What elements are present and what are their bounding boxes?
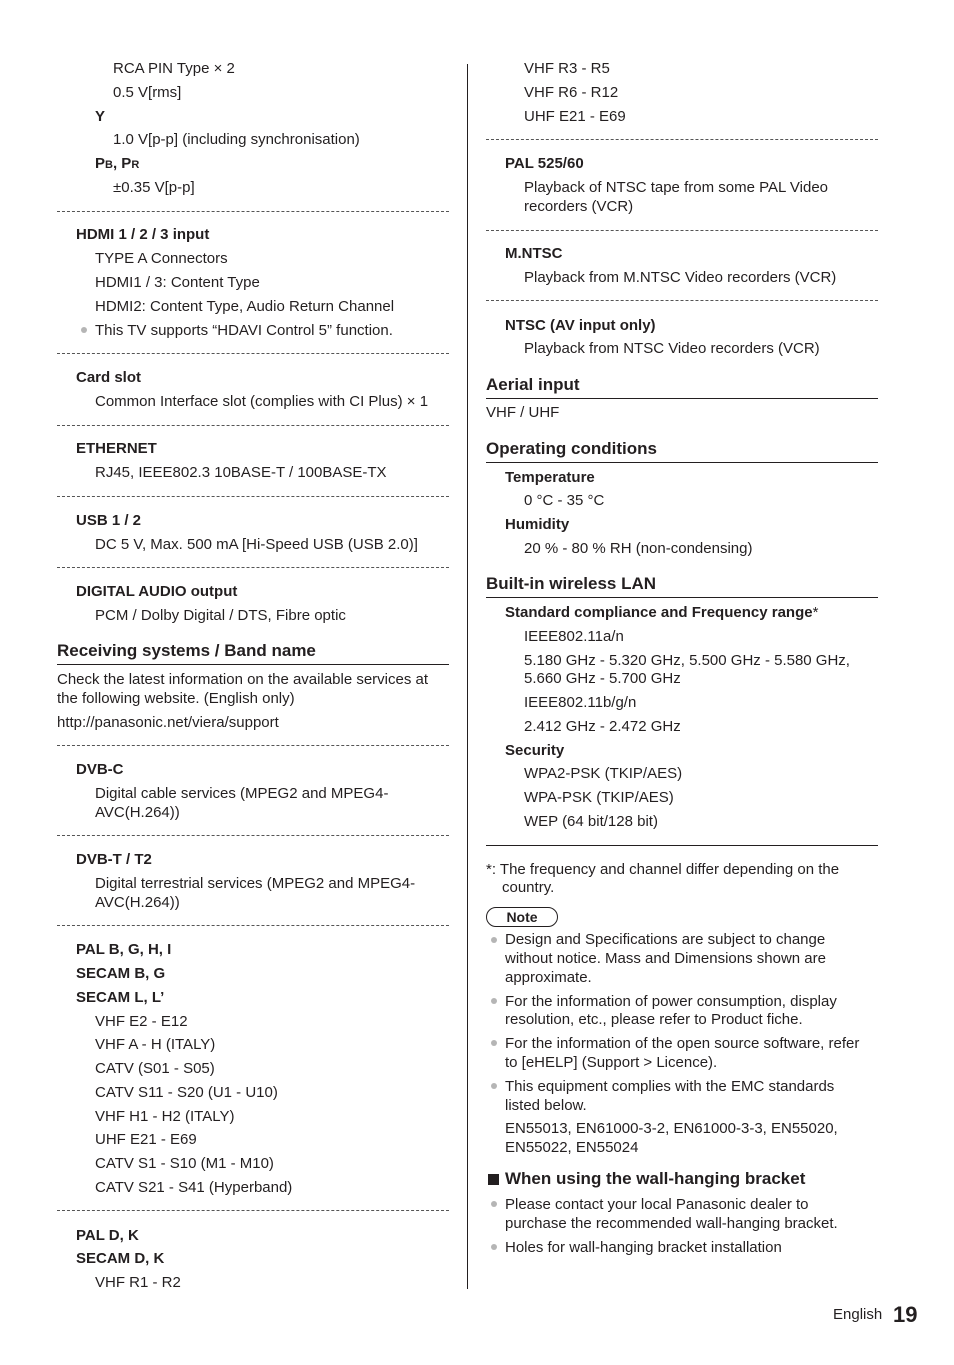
temperature-value: 0 °C - 35 °C bbox=[524, 492, 605, 509]
band-item: VHF R1 - R2 bbox=[95, 1274, 181, 1291]
mntsc-heading: M.NTSC bbox=[505, 245, 563, 262]
band-item: VHF R6 - R12 bbox=[524, 84, 619, 101]
footnote: *: The frequency and channel differ depending on the bbox=[486, 861, 840, 878]
wlan-line: 2.412 GHz - 2.472 GHz bbox=[524, 718, 681, 735]
note-text: listed below. bbox=[505, 1097, 587, 1114]
wall-text: Holes for wall-hanging bracket installation bbox=[505, 1239, 782, 1256]
divider bbox=[57, 925, 449, 926]
hdmi-line: TYPE A Connectors bbox=[95, 250, 228, 267]
band-item: UHF E21 - E69 bbox=[95, 1131, 197, 1148]
usb-heading: USB 1 / 2 bbox=[76, 512, 142, 529]
hdmi-line: HDMI2: Content Type, Audio Return Channel bbox=[95, 298, 395, 315]
note-text: EN55013, EN61000-3-2, EN61000-3-3, EN55020, bbox=[505, 1120, 838, 1137]
note-text: For the information of the open source software, refer bbox=[505, 1035, 860, 1052]
ntsc-heading: NTSC (AV input only) bbox=[505, 317, 656, 334]
temperature-heading: Temperature bbox=[505, 469, 595, 486]
hdmi-line: This TV supports “HDAVI Control 5” function. bbox=[95, 322, 393, 339]
hdmi-heading: HDMI 1 / 2 / 3 input bbox=[76, 226, 210, 243]
dvbc-line: AVC(H.264)) bbox=[95, 804, 180, 821]
pal525-heading: PAL 525/60 bbox=[505, 155, 584, 172]
humidity-value: 20 % - 80 % RH (non-condensing) bbox=[524, 540, 753, 557]
dvbc-heading: DVB-C bbox=[76, 761, 124, 778]
band-item: VHF R3 - R5 bbox=[524, 60, 610, 77]
band-item: CATV S11 - S20 (U1 - U10) bbox=[95, 1084, 278, 1101]
note-text: without notice. Mass and Dimensions shown are bbox=[505, 950, 826, 967]
title-rule bbox=[486, 597, 878, 598]
wlan-line: IEEE802.11b/g/n bbox=[524, 694, 637, 711]
operating-title: Operating conditions bbox=[486, 439, 657, 458]
divider bbox=[57, 353, 449, 354]
title-rule bbox=[486, 398, 878, 399]
bullet-icon bbox=[81, 327, 87, 333]
rca-spec: RCA PIN Type × 2 bbox=[113, 60, 235, 77]
divider bbox=[57, 496, 449, 497]
standard-heading: Standard compliance and Frequency range* bbox=[505, 604, 819, 621]
note-text: For the information of power consumption, display bbox=[505, 993, 837, 1010]
band-item: CATV S21 - S41 (Hyperband) bbox=[95, 1179, 293, 1196]
title-rule bbox=[57, 664, 449, 665]
title-rule bbox=[486, 462, 878, 463]
pal525-line: Playback of NTSC tape from some PAL Video bbox=[524, 179, 829, 196]
note-text: EN55022, EN55024 bbox=[505, 1139, 639, 1156]
card-value: Common Interface slot (complies with CI Plus) × 1 bbox=[95, 393, 429, 410]
pbpr-label: PB, PR bbox=[95, 155, 140, 172]
wlan-line: IEEE802.11a/n bbox=[524, 628, 624, 645]
wlan-line: 5.180 GHz - 5.320 GHz, 5.500 GHz - 5.580 GHz, bbox=[524, 652, 850, 669]
band-item: VHF A - H (ITALY) bbox=[95, 1036, 216, 1053]
ethernet-heading: ETHERNET bbox=[76, 440, 157, 457]
vrms-spec: 0.5 V[rms] bbox=[113, 84, 182, 101]
dvbc-line: Digital cable services (MPEG2 and MPEG4- bbox=[95, 785, 389, 802]
hdmi-line: HDMI1 / 3: Content Type bbox=[95, 274, 260, 291]
secam-bg-heading: SECAM B, G bbox=[76, 965, 166, 982]
secam-dk-heading: SECAM D, K bbox=[76, 1250, 165, 1267]
band-item: VHF H1 - H2 (ITALY) bbox=[95, 1108, 235, 1125]
divider bbox=[57, 211, 449, 212]
wall-bracket-title: When using the wall-hanging bracket bbox=[505, 1169, 806, 1188]
bullet-icon bbox=[491, 1040, 497, 1046]
divider bbox=[486, 139, 878, 140]
divider bbox=[486, 230, 878, 231]
dvbt-line: AVC(H.264)) bbox=[95, 894, 180, 911]
square-bullet-icon bbox=[488, 1174, 499, 1185]
card-heading: Card slot bbox=[76, 369, 142, 386]
note-text: Design and Specifications are subject to change bbox=[505, 931, 826, 948]
divider bbox=[57, 567, 449, 568]
y-label: Y bbox=[95, 108, 106, 125]
security-item: WEP (64 bit/128 bit) bbox=[524, 813, 658, 830]
security-item: WPA-PSK (TKIP/AES) bbox=[524, 789, 674, 806]
divider bbox=[57, 425, 449, 426]
mntsc-value: Playback from M.NTSC Video recorders (VCR) bbox=[524, 269, 837, 286]
receiving-systems-title: Receiving systems / Band name bbox=[57, 641, 316, 660]
dvbt-line: Digital terrestrial services (MPEG2 and MPEG4- bbox=[95, 875, 416, 892]
band-item: CATV (S01 - S05) bbox=[95, 1060, 215, 1077]
divider bbox=[486, 300, 878, 301]
divider bbox=[57, 745, 449, 746]
language-label: English bbox=[833, 1306, 883, 1323]
ntsc-value: Playback from NTSC Video recorders (VCR) bbox=[524, 340, 820, 357]
wall-text: purchase the recommended wall-hanging bracket. bbox=[505, 1215, 838, 1232]
humidity-heading: Humidity bbox=[505, 516, 570, 533]
aerial-title: Aerial input bbox=[486, 375, 580, 394]
divider bbox=[57, 835, 449, 836]
note-label: Note bbox=[486, 907, 558, 927]
page-number: 19 bbox=[893, 1302, 918, 1327]
bullet-icon bbox=[491, 1201, 497, 1207]
bullet-icon bbox=[491, 1083, 497, 1089]
secam-l-heading: SECAM L, L’ bbox=[76, 989, 165, 1006]
y-value: 1.0 V[p-p] (including synchronisation) bbox=[113, 131, 360, 148]
note-text: approximate. bbox=[505, 969, 592, 986]
security-item: WPA2-PSK (TKIP/AES) bbox=[524, 765, 683, 782]
ethernet-value: RJ45, IEEE802.3 10BASE-T / 100BASE-TX bbox=[95, 464, 387, 481]
band-item: CATV S1 - S10 (M1 - M10) bbox=[95, 1155, 274, 1172]
wlan-line: 5.660 GHz - 5.700 GHz bbox=[524, 670, 681, 687]
wireless-lan-title: Built-in wireless LAN bbox=[486, 574, 657, 593]
pal-dk-heading: PAL D, K bbox=[76, 1227, 139, 1244]
footnote: country. bbox=[502, 879, 555, 896]
section-rule bbox=[486, 845, 878, 846]
note-text: resolution, etc., please refer to Product fiche. bbox=[505, 1011, 803, 1028]
digital-audio-heading: DIGITAL AUDIO output bbox=[76, 583, 238, 600]
bullet-icon bbox=[491, 998, 497, 1004]
support-link[interactable]: http://panasonic.net/viera/support bbox=[57, 714, 279, 731]
digital-audio-value: PCM / Dolby Digital / DTS, Fibre optic bbox=[95, 607, 346, 624]
band-item: UHF E21 - E69 bbox=[524, 108, 626, 125]
dvbt-heading: DVB-T / T2 bbox=[76, 851, 152, 868]
bullet-icon bbox=[491, 937, 497, 943]
security-heading: Security bbox=[505, 742, 565, 759]
usb-value: DC 5 V, Max. 500 mA [Hi-Speed USB (USB 2.0)] bbox=[95, 536, 418, 553]
divider bbox=[57, 1210, 449, 1211]
note-text: This equipment complies with the EMC standards bbox=[505, 1078, 835, 1095]
pbpr-value: ±0.35 V[p-p] bbox=[113, 179, 195, 196]
receiving-text: the following website. (English only) bbox=[57, 690, 295, 707]
band-item: VHF E2 - E12 bbox=[95, 1013, 188, 1030]
bullet-icon bbox=[491, 1244, 497, 1250]
pal525-line: recorders (VCR) bbox=[524, 198, 634, 215]
receiving-text: Check the latest information on the available services at bbox=[57, 671, 429, 688]
column-separator bbox=[467, 64, 468, 1289]
wall-text: Please contact your local Panasonic dealer to bbox=[505, 1196, 809, 1213]
aerial-value: VHF / UHF bbox=[486, 404, 560, 421]
pal-bg-heading: PAL B, G, H, I bbox=[76, 941, 172, 958]
note-text: to [eHELP] (Support > Licence). bbox=[505, 1054, 718, 1071]
